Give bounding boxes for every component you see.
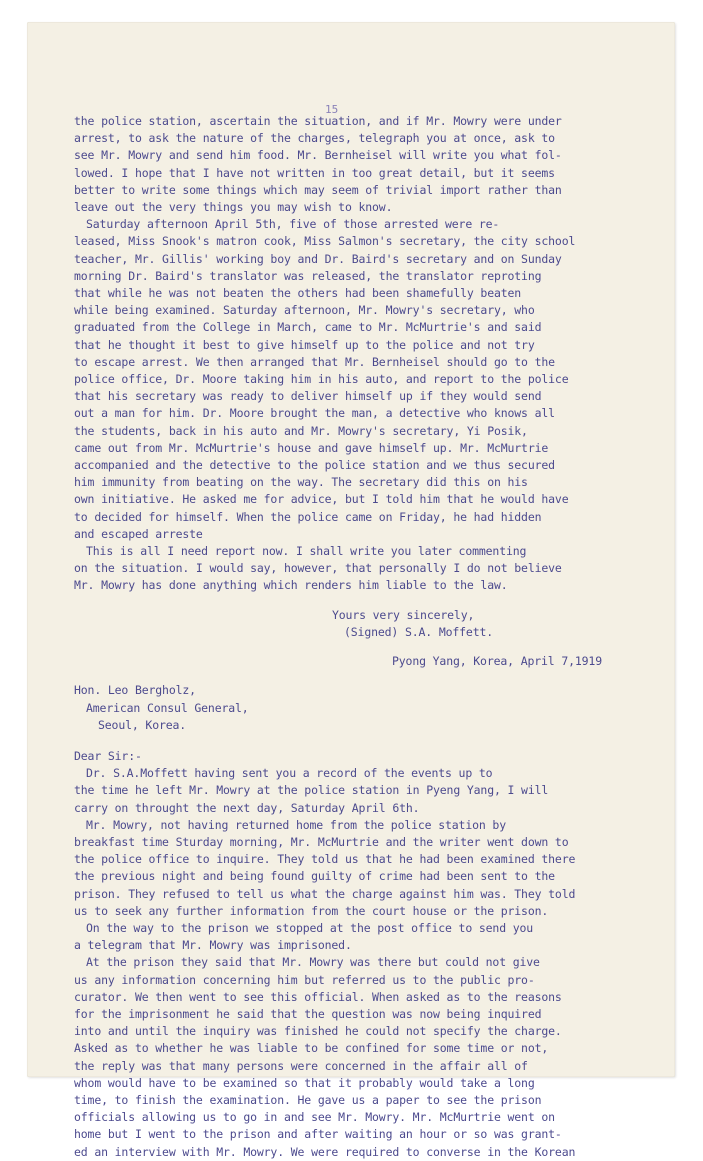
text-line: Mr. Mowry has done anything which renders him liable to the law. xyxy=(74,578,508,593)
text-line: Dr. S.A.Moffett having sent you a record of the events up to xyxy=(86,766,493,781)
address-line: Hon. Leo Bergholz, xyxy=(74,683,196,698)
text-line: on the situation. I would say, however, that personally I do not believe xyxy=(74,561,562,576)
paragraph-conclusion xyxy=(74,543,664,595)
text-line: the time he left Mr. Mowry at the police station in Pyeng Yang, I will xyxy=(74,783,549,798)
text-line: to decided for himself. When the police came on Friday, he had hidden xyxy=(74,509,542,524)
text-line: into and until the inquiry was finished he could not specify the charge. xyxy=(74,1024,562,1039)
paragraph-continuation xyxy=(74,113,664,216)
text-line: breakfast time Sturday morning, Mr. McMurtrie and the writer went down to xyxy=(74,834,569,849)
text-line: to escape arrest. We then arranged that Mr. Bernheisel should go to the xyxy=(74,354,555,369)
text-line: the previous night and being found guilty of crime had been sent to the xyxy=(74,869,555,884)
text-line: see Mr. Mowry and send him food. Mr. Bernheisel will write you what fol- xyxy=(74,148,562,163)
text-line: whom would have to be examined so that it probably would take a long xyxy=(74,1075,535,1090)
text-line: officials allowing us to go in and see Mr. Mowry. Mr. McMurtrie went on xyxy=(74,1110,555,1125)
text-line: arrest, to ask the nature of the charges, telegraph you at once, ask to xyxy=(74,131,555,146)
text-line: us to seek any further information from the court house or the prison. xyxy=(74,903,549,918)
text-line: out a man for him. Dr. Moore brought the man, a detective who knows all xyxy=(74,406,555,421)
text-line: graduated from the College in March, came to Mr. McMurtrie's and said xyxy=(74,320,542,335)
text-line: ed an interview with Mr. Mowry. We were required to converse in the Korean xyxy=(74,1144,576,1159)
letter-body xyxy=(74,113,664,1161)
text-line: Saturday afternoon April 5th, five of those arrested were re- xyxy=(86,217,500,232)
text-line: accompanied and the detective to the police station and we thus secured xyxy=(74,458,555,473)
salutation: Dear Sir:- xyxy=(74,748,142,763)
paragraph-prison xyxy=(74,954,664,1160)
paragraph-release xyxy=(74,216,664,543)
text-line: Asked as to whether he was liable to be confined for some time or not, xyxy=(74,1041,549,1056)
spacer xyxy=(74,734,664,748)
paragraph-intro xyxy=(74,765,664,817)
text-line: better to write some things which may seem of trivial import rather than xyxy=(74,182,562,197)
text-line: teacher, Mr. Gillis' working boy and Dr. Baird's secretary and on Sunday xyxy=(74,251,562,266)
signature: (Signed) S.A. Moffett. xyxy=(344,624,494,639)
text-line: At the prison they said that Mr. Mowry was there but could not give xyxy=(86,955,540,970)
spacer xyxy=(74,641,664,653)
text-line: own initiative. He asked me for advice, but I told him that he would have xyxy=(74,492,569,507)
text-line: the students, back in his auto and Mr. Mowry's secretary, Yi Posik, xyxy=(74,423,528,438)
address-line: Seoul, Korea. xyxy=(98,717,187,732)
paragraph-post-office xyxy=(74,920,664,954)
text-line: home but I went to the prison and after waiting an hour or so was grant- xyxy=(74,1127,562,1142)
page-number: 15 xyxy=(325,103,339,116)
text-line: Mr. Mowry, not having returned home from the police station by xyxy=(86,817,506,832)
text-line: while being examined. Saturday afternoon, Mr. Mowry's secretary, who xyxy=(74,303,535,318)
text-line: the police station, ascertain the situation, and if Mr. Mowry were under xyxy=(74,114,562,128)
text-line: the police office to inquire. They told us that he had been examined there xyxy=(74,852,576,867)
text-line: carry on throught the next day, Saturday April 6th. xyxy=(74,800,420,815)
text-line: him immunity from beating on the way. The secretary did this on his xyxy=(74,475,528,490)
recipient-address xyxy=(74,682,664,734)
text-line: morning Dr. Baird's translator was released, the translator reproting xyxy=(74,268,542,283)
text-line: leave out the very things you may wish to know. xyxy=(74,200,393,215)
text-line: for the imprisonment he said that the question was now being inquired xyxy=(74,1006,542,1021)
text-line: a telegram that Mr. Mowry was imprisoned. xyxy=(74,938,352,953)
closing: Yours very sincerely, xyxy=(332,607,475,622)
text-line: This is all I need report now. I shall write you later commenting xyxy=(86,544,527,559)
text-line: came out from Mr. McMurtrie's house and gave himself up. Mr. McMurtrie xyxy=(74,440,549,455)
text-line: us any information concerning him but referred us to the public pro- xyxy=(74,972,535,987)
text-line: the reply was that many persons were concerned in the affair all of xyxy=(74,1058,528,1073)
text-line: On the way to the prison we stopped at the post office to send you xyxy=(86,920,534,935)
text-line: leased, Miss Snook's matron cook, Miss Salmon's secretary, the city school xyxy=(74,234,576,249)
text-line: that his secretary was ready to deliver himself up if they would send xyxy=(74,389,542,404)
address-line: American Consul General, xyxy=(86,700,249,715)
spacer xyxy=(74,595,664,607)
text-line: and escaped arreste xyxy=(74,526,203,541)
text-line: curator. We then went to see this official. When asked as to the reasons xyxy=(74,989,562,1004)
spacer xyxy=(74,670,664,682)
text-line: police office, Dr. Moore taking him in his auto, and report to the police xyxy=(74,372,569,387)
text-line: that while he was not beaten the others had been shamefully beaten xyxy=(74,286,522,301)
text-line: time, to finish the examination. He gave us a paper to see the prison xyxy=(74,1092,542,1107)
dateline: Pyong Yang, Korea, April 7,1919 xyxy=(392,654,602,669)
text-line: that he thought it best to give himself up to the police and not try xyxy=(74,337,535,352)
text-line: prison. They refused to tell us what the charge against him was. They told xyxy=(74,886,576,901)
text-line: lowed. I hope that I have not written in too great detail, but it seems xyxy=(74,165,555,180)
paragraph-police-office xyxy=(74,817,664,920)
